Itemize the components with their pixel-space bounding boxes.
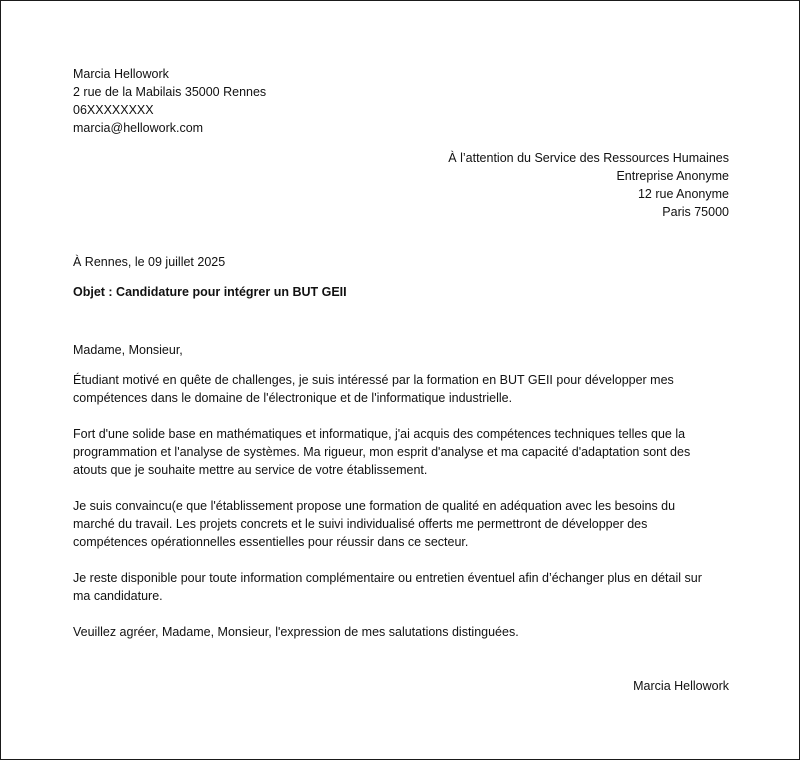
paragraph-line: ma candidature. bbox=[73, 589, 163, 603]
paragraph-line: marché du travail. Les projets concrets et le suivi individualisé offerts me permettront de développer des bbox=[73, 517, 648, 531]
sender-block bbox=[73, 65, 729, 137]
recipient-block bbox=[73, 149, 729, 221]
paragraph-line: atouts que je souhaite mettre au service de votre établissement. bbox=[73, 463, 428, 477]
closing-formula: Veuillez agréer, Madame, Monsieur, l'expression de mes salutations distinguées. bbox=[73, 625, 519, 639]
paragraph-line: Je suis convaincu(e que l'établissement propose une formation de qualité en adéquation avec les besoins du bbox=[73, 499, 676, 513]
recipient-company: Entreprise Anonyme bbox=[616, 169, 729, 183]
recipient-attention: À l’attention du Service des Ressources Humaines bbox=[448, 151, 729, 165]
sender-address: 2 rue de la Mabilais 35000 Rennes bbox=[73, 85, 267, 99]
date-line: À Rennes, le 09 juillet 2025 bbox=[73, 255, 226, 269]
salutation: Madame, Monsieur, bbox=[73, 343, 183, 357]
recipient-street: 12 rue Anonyme bbox=[637, 187, 729, 201]
paragraph-line: compétences opérationnelles essentielles pour réussir dans ce secteur. bbox=[73, 535, 469, 549]
body-paragraph bbox=[73, 497, 729, 551]
signature: Marcia Hellowork bbox=[633, 679, 729, 693]
sender-email: marcia@hellowork.com bbox=[73, 121, 204, 135]
paragraph-line: compétences dans le domaine de l'électronique et de l'informatique industrielle. bbox=[73, 391, 513, 405]
paragraph-line: Je reste disponible pour toute information complémentaire ou entretien éventuel afin d’échanger plus en détail sur bbox=[73, 571, 702, 585]
paragraph-line: programmation et l'analyse de systèmes. Ma rigueur, mon esprit d'analyse et ma capacité d'adaptation sont des bbox=[73, 445, 691, 459]
sender-phone: 06XXXXXXXX bbox=[73, 103, 154, 117]
paragraph-line: Étudiant motivé en quête de challenges, je suis intéressé par la formation en BUT GEII pour développer mes bbox=[73, 373, 674, 387]
paragraph-line: Fort d'une solide base en mathématiques et informatique, j'ai acquis des compétences techniques telles que la bbox=[73, 427, 686, 441]
subject-line: Objet : Candidature pour intégrer un BUT GEII bbox=[73, 285, 347, 299]
sender-name: Marcia Hellowork bbox=[73, 67, 169, 81]
body-paragraph bbox=[73, 425, 729, 479]
body-paragraph bbox=[73, 371, 729, 407]
body-paragraph bbox=[73, 569, 729, 605]
recipient-city: Paris 75000 bbox=[662, 205, 729, 219]
